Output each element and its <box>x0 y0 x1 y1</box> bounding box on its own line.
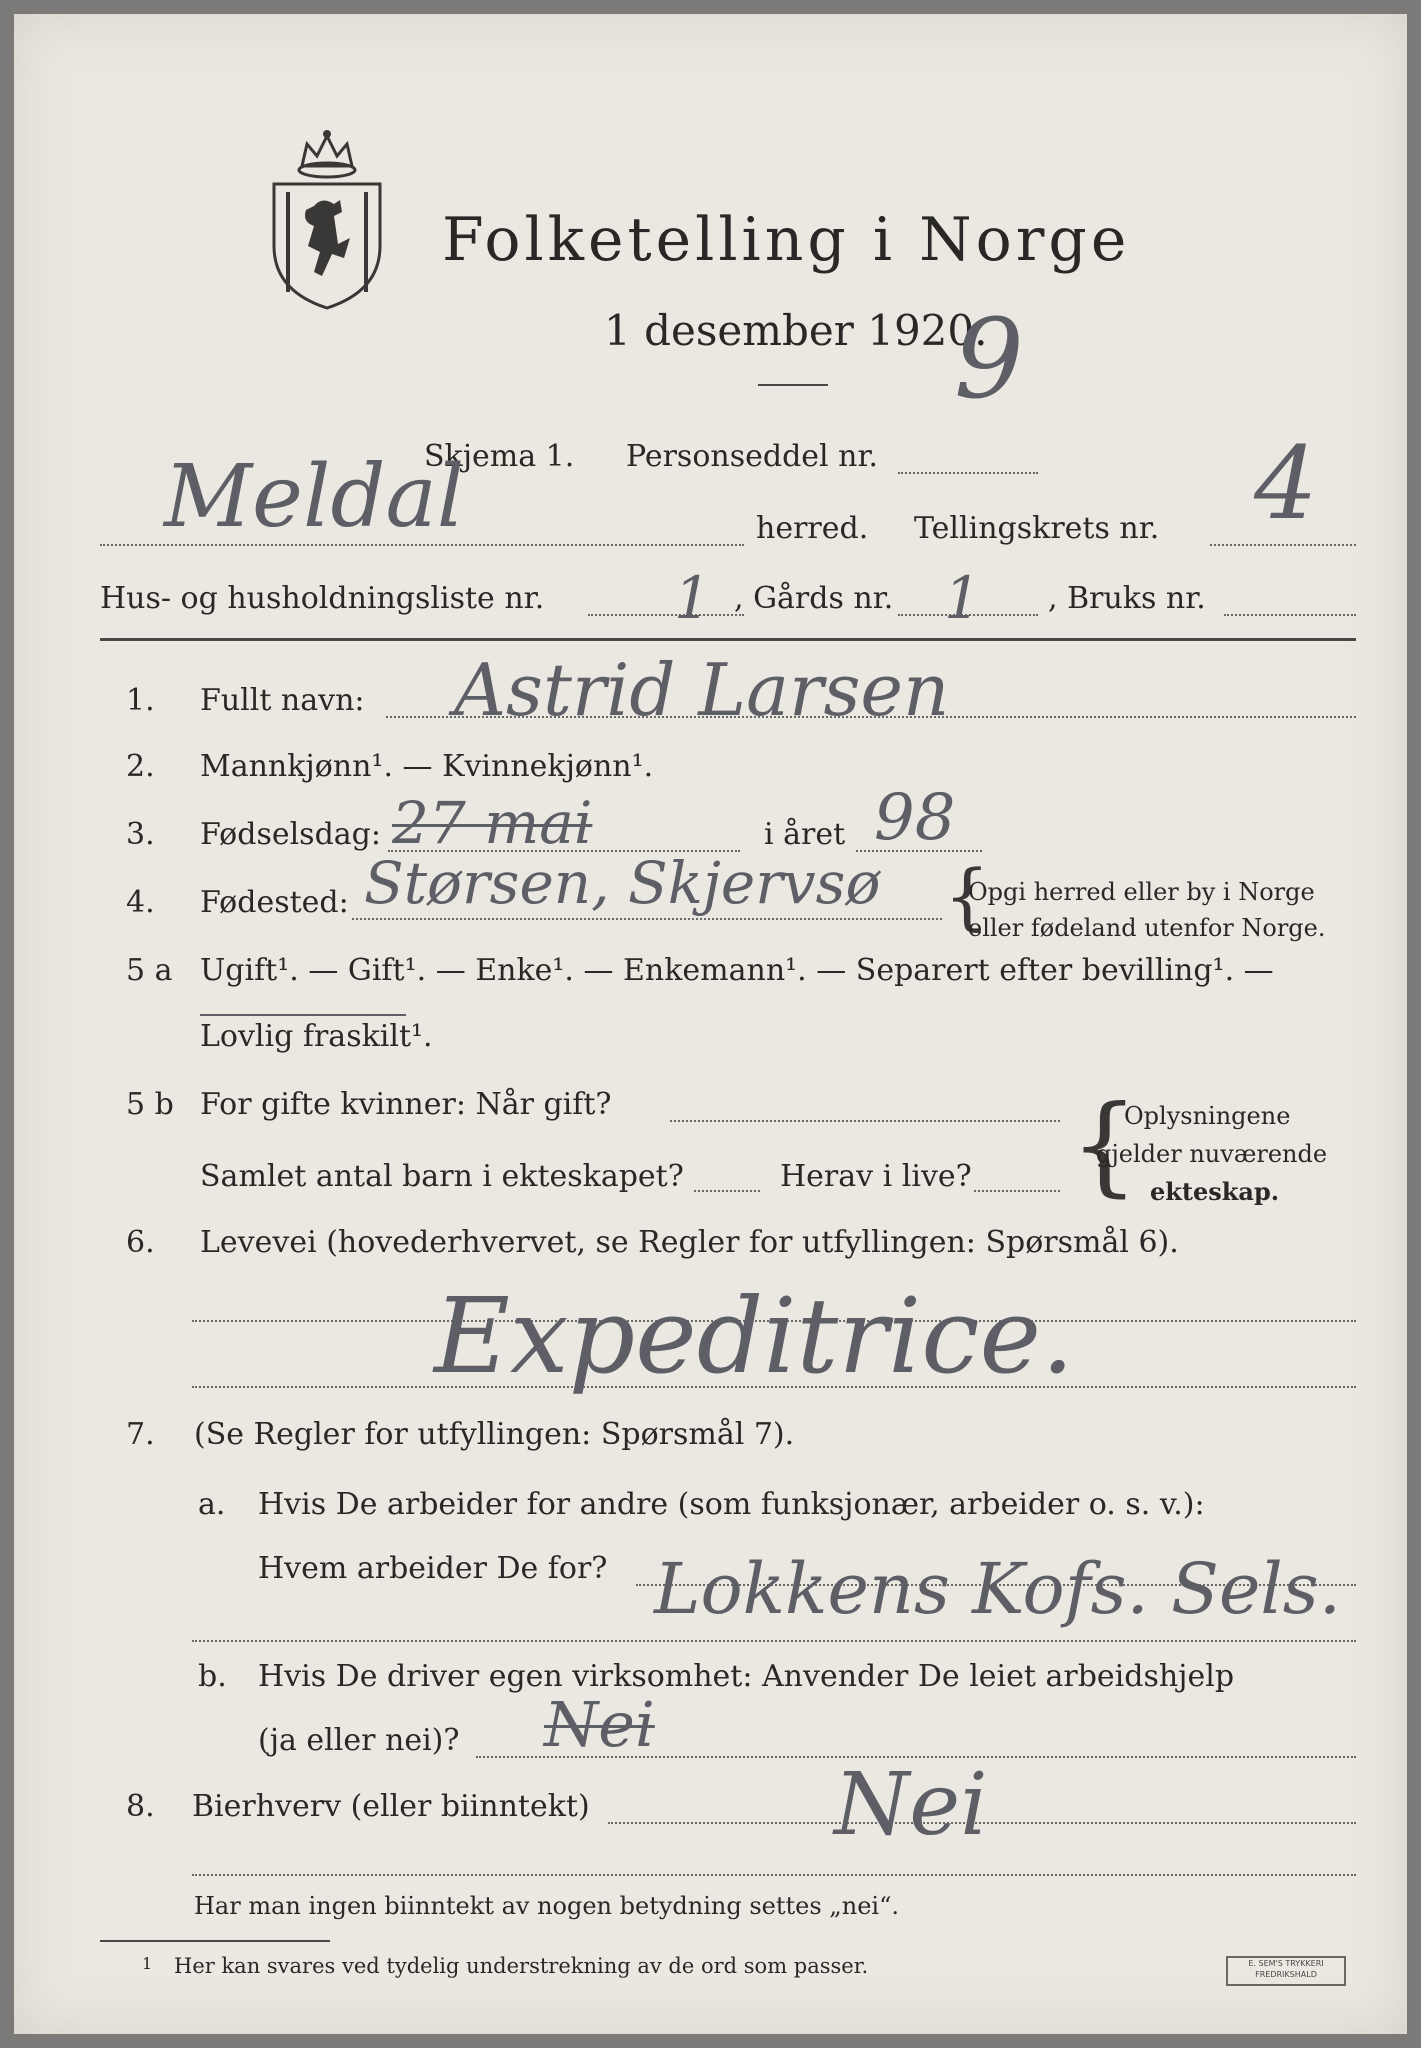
q8-label: Bierhverv (eller biinntekt) <box>192 1789 590 1824</box>
gards-label: , Gårds nr. <box>734 581 894 616</box>
norway-coat-of-arms-icon <box>262 126 392 316</box>
q7-label: (Se Regler for utfyllingen: Spørsmål 7). <box>194 1417 795 1452</box>
header-rule <box>100 638 1356 641</box>
husliste-field <box>588 614 744 616</box>
q5a-label: Ugift¹. — Gift¹. — Enke¹. — Enkemann¹. — Separert efter bevilling¹. — <box>200 953 1274 988</box>
q5b-label-line2: Samlet antal barn i ekteskapet? <box>200 1159 684 1194</box>
q5b-label-line3: Herav i live? <box>780 1159 972 1194</box>
footer-note: Har man ingen biinntekt av nogen betydning settes „nei“. <box>194 1892 899 1920</box>
q7a-field-line2 <box>192 1640 1356 1642</box>
q7a-label: Hvis De arbeider for andre (som funksjonær, arbeider o. s. v.): <box>258 1487 1205 1522</box>
title-divider <box>758 384 828 386</box>
q3-label: Fødselsdag: <box>200 817 381 852</box>
q5b-note-line3: ekteskap. <box>1150 1177 1280 1206</box>
q5b-label: For gifte kvinner: Når gift? <box>200 1087 612 1122</box>
q4-value: Størsen, Skjervsø <box>364 849 881 917</box>
q8-value: Nei <box>834 1755 988 1855</box>
q4-number: 4. <box>126 885 155 920</box>
q6-label: Levevei (hovederhvervet, se Regler for utfyllingen: Spørsmål 6). <box>200 1225 1179 1260</box>
q1-number: 1. <box>126 683 155 718</box>
q5a-number: 5 a <box>126 953 173 988</box>
q4-field <box>352 918 942 920</box>
q4-note-line1: Opgi herred eller by i Norge <box>968 878 1315 906</box>
q7a-label-line2: Hvem arbeider De for? <box>258 1551 608 1586</box>
q7b-letter: b. <box>198 1659 227 1694</box>
q7b-label: Hvis De driver egen virksomhet: Anvender De leiet arbeidshjelp <box>258 1659 1235 1694</box>
q7a-letter: a. <box>198 1487 226 1522</box>
q5b-alive-field <box>974 1190 1060 1192</box>
bruks-field <box>1224 614 1356 616</box>
q3-year-label: i året <box>764 817 846 852</box>
tellingskrets-field <box>1210 544 1356 546</box>
q4-note-line2: eller fødeland utenfor Norge. <box>968 914 1326 942</box>
herred-field <box>100 544 744 546</box>
q4-brace: { <box>944 854 990 938</box>
census-form-page <box>14 14 1407 2034</box>
form-title: Folketelling i Norge <box>442 205 1131 275</box>
handwritten-personseddel-number: 9 <box>954 295 1024 423</box>
q6-number: 6. <box>126 1225 155 1260</box>
husliste-value: 1 <box>674 564 711 632</box>
q3-number: 3. <box>126 817 155 852</box>
q5b-number: 5 b <box>126 1087 174 1122</box>
q8-number: 8. <box>126 1789 155 1824</box>
q5b-note-line1: Oplysningene <box>1124 1102 1291 1130</box>
q3-year-value: 98 <box>874 781 956 855</box>
printer-stamp: E. SEM'S TRYKKERI FREDRIKSHALD <box>1226 1956 1346 1986</box>
footnote-rule <box>100 1940 330 1942</box>
q3-value: 27 mai <box>392 789 593 857</box>
q5b-married-field <box>670 1120 1060 1122</box>
tellingskrets-label: Tellingskrets nr. <box>914 511 1160 546</box>
q4-label: Fødested: <box>200 885 349 920</box>
personseddel-label: Personseddel nr. <box>626 439 879 474</box>
bruks-label: , Bruks nr. <box>1048 581 1206 616</box>
q2-number: 2. <box>126 749 155 784</box>
schema-label: Skjema 1. <box>424 439 575 474</box>
q5b-brace: { <box>1070 1083 1139 1208</box>
herred-label: herred. <box>756 511 869 546</box>
q1-label: Fullt navn: <box>200 683 365 718</box>
census-date: 1 desember 1920. <box>604 306 988 355</box>
q7-number: 7. <box>126 1417 155 1452</box>
q6-value: Expeditrice. <box>434 1275 1075 1397</box>
herred-value: Meldal <box>164 447 465 547</box>
ugift-underline <box>200 1014 406 1016</box>
q2-label: Mannkjønn¹. — Kvinnekjønn¹. <box>200 749 654 784</box>
footnote-mark: 1 <box>142 1954 153 1973</box>
q7b-value: Nei <box>544 1688 655 1761</box>
q8-field-line2 <box>192 1874 1356 1876</box>
q5b-children-field <box>694 1190 760 1192</box>
personseddel-field <box>898 472 1038 474</box>
gards-value: 1 <box>944 564 981 632</box>
footnote-text: Her kan svares ved tydelig understrekning av de ord som passer. <box>174 1954 869 1978</box>
q7a-value: Lokkens Kofs. Sels. <box>654 1548 1341 1630</box>
q1-value: Astrid Larsen <box>454 648 950 732</box>
q5b-note-line2: gjelder nuværende <box>1096 1140 1328 1168</box>
husliste-label: Hus- og husholdningsliste nr. <box>100 581 545 616</box>
tellingskrets-value: 4 <box>1254 425 1318 542</box>
q7b-label-line2: (ja eller nei)? <box>258 1723 460 1758</box>
q5a-label-line2: Lovlig fraskilt¹. <box>200 1019 433 1054</box>
